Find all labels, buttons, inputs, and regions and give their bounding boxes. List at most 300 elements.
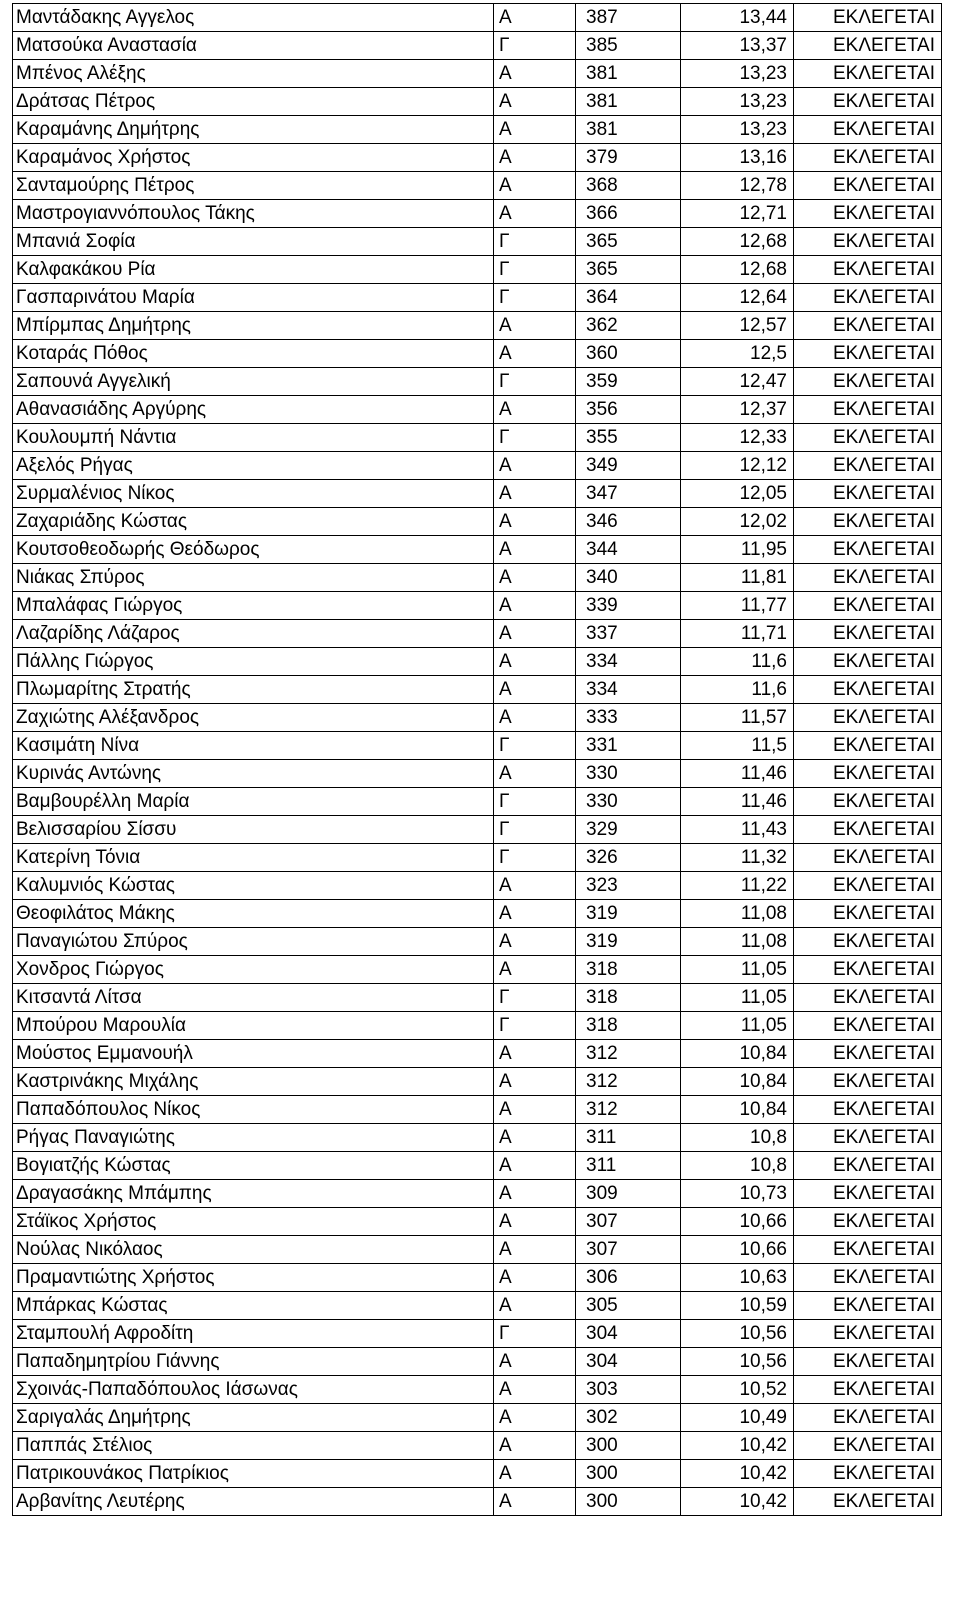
- votes-cell: 334: [576, 648, 681, 676]
- candidate-name-cell: Αθανασιάδης Αργύρης: [13, 396, 494, 424]
- table-row: [13, 88, 942, 116]
- votes-cell: 355: [576, 424, 681, 452]
- votes-cell: 385: [576, 32, 681, 60]
- status-cell: ΕΚΛΕΓΕΤΑΙ: [794, 312, 942, 340]
- status-cell: ΕΚΛΕΓΕΤΑΙ: [794, 704, 942, 732]
- votes-cell: 312: [576, 1068, 681, 1096]
- candidate-name-cell: Μαντάδακης Αγγελος: [13, 4, 494, 32]
- group-cell: Α: [494, 676, 576, 704]
- candidate-name-cell: Κυρινάς Αντώνης: [13, 760, 494, 788]
- votes-cell: 312: [576, 1040, 681, 1068]
- votes-cell: 368: [576, 172, 681, 200]
- candidate-name-cell: Κατερίνη Τόνια: [13, 844, 494, 872]
- votes-cell: 309: [576, 1180, 681, 1208]
- votes-cell: 333: [576, 704, 681, 732]
- percent-cell: 10,52: [681, 1376, 794, 1404]
- candidate-name-cell: Συρμαλένιος Νίκος: [13, 480, 494, 508]
- group-cell: Α: [494, 312, 576, 340]
- percent-cell: 11,71: [681, 620, 794, 648]
- table-row: [13, 676, 942, 704]
- candidate-name-cell: Μπούρου Μαρουλία: [13, 1012, 494, 1040]
- candidate-name-cell: Βαμβουρέλλη Μαρία: [13, 788, 494, 816]
- table-row: [13, 536, 942, 564]
- table-row: [13, 788, 942, 816]
- votes-cell: 300: [576, 1432, 681, 1460]
- candidate-name-cell: Καστρινάκης Μιχάλης: [13, 1068, 494, 1096]
- votes-cell: 349: [576, 452, 681, 480]
- votes-cell: 318: [576, 956, 681, 984]
- candidate-name-cell: Σανταμούρης Πέτρος: [13, 172, 494, 200]
- group-cell: Γ: [494, 228, 576, 256]
- votes-cell: 344: [576, 536, 681, 564]
- results-table-body: [13, 4, 942, 1516]
- candidate-name-cell: Παναγιώτου Σπύρος: [13, 928, 494, 956]
- percent-cell: 11,05: [681, 956, 794, 984]
- percent-cell: 12,57: [681, 312, 794, 340]
- table-row: [13, 144, 942, 172]
- table-row: [13, 312, 942, 340]
- votes-cell: 364: [576, 284, 681, 312]
- candidate-name-cell: Σαριγαλάς Δημήτρης: [13, 1404, 494, 1432]
- votes-cell: 334: [576, 676, 681, 704]
- status-cell: ΕΚΛΕΓΕΤΑΙ: [794, 760, 942, 788]
- status-cell: ΕΚΛΕΓΕΤΑΙ: [794, 1068, 942, 1096]
- percent-cell: 10,63: [681, 1264, 794, 1292]
- candidate-name-cell: Μπίρμπας Δημήτρης: [13, 312, 494, 340]
- votes-cell: 319: [576, 900, 681, 928]
- status-cell: ΕΚΛΕΓΕΤΑΙ: [794, 1432, 942, 1460]
- votes-cell: 304: [576, 1348, 681, 1376]
- group-cell: Γ: [494, 1012, 576, 1040]
- table-row: [13, 1152, 942, 1180]
- group-cell: Γ: [494, 816, 576, 844]
- percent-cell: 10,59: [681, 1292, 794, 1320]
- table-row: [13, 284, 942, 312]
- status-cell: ΕΚΛΕΓΕΤΑΙ: [794, 1208, 942, 1236]
- candidate-name-cell: Ρήγας Παναγιώτης: [13, 1124, 494, 1152]
- group-cell: Α: [494, 1348, 576, 1376]
- group-cell: Α: [494, 1236, 576, 1264]
- group-cell: Α: [494, 452, 576, 480]
- status-cell: ΕΚΛΕΓΕΤΑΙ: [794, 32, 942, 60]
- table-row: [13, 928, 942, 956]
- status-cell: ΕΚΛΕΓΕΤΑΙ: [794, 200, 942, 228]
- votes-cell: 381: [576, 60, 681, 88]
- candidate-name-cell: Ματσούκα Αναστασία: [13, 32, 494, 60]
- votes-cell: 387: [576, 4, 681, 32]
- percent-cell: 13,23: [681, 88, 794, 116]
- group-cell: Α: [494, 760, 576, 788]
- table-row: [13, 592, 942, 620]
- votes-cell: 307: [576, 1236, 681, 1264]
- candidate-name-cell: Ζαχιώτης Αλέξανδρος: [13, 704, 494, 732]
- table-row: [13, 900, 942, 928]
- candidate-name-cell: Σαπουνά Αγγελική: [13, 368, 494, 396]
- group-cell: Α: [494, 536, 576, 564]
- group-cell: Α: [494, 1040, 576, 1068]
- group-cell: Α: [494, 900, 576, 928]
- percent-cell: 12,68: [681, 228, 794, 256]
- status-cell: ΕΚΛΕΓΕΤΑΙ: [794, 284, 942, 312]
- candidate-name-cell: Μαστρογιαννόπουλος Τάκης: [13, 200, 494, 228]
- table-row: [13, 1460, 942, 1488]
- votes-cell: 366: [576, 200, 681, 228]
- status-cell: ΕΚΛΕΓΕΤΑΙ: [794, 228, 942, 256]
- percent-cell: 12,68: [681, 256, 794, 284]
- table-row: [13, 256, 942, 284]
- candidate-name-cell: Παπαδόπουλος Νίκος: [13, 1096, 494, 1124]
- candidate-name-cell: Αρβανίτης Λευτέρης: [13, 1488, 494, 1516]
- group-cell: Α: [494, 4, 576, 32]
- group-cell: Α: [494, 928, 576, 956]
- candidate-name-cell: Στάϊκος Χρήστος: [13, 1208, 494, 1236]
- candidate-name-cell: Παππάς Στέλιος: [13, 1432, 494, 1460]
- percent-cell: 12,71: [681, 200, 794, 228]
- group-cell: Α: [494, 116, 576, 144]
- status-cell: ΕΚΛΕΓΕΤΑΙ: [794, 1292, 942, 1320]
- status-cell: ΕΚΛΕΓΕΤΑΙ: [794, 676, 942, 704]
- status-cell: ΕΚΛΕΓΕΤΑΙ: [794, 1320, 942, 1348]
- group-cell: Α: [494, 1432, 576, 1460]
- group-cell: Α: [494, 172, 576, 200]
- votes-cell: 312: [576, 1096, 681, 1124]
- votes-cell: 340: [576, 564, 681, 592]
- votes-cell: 359: [576, 368, 681, 396]
- votes-cell: 381: [576, 88, 681, 116]
- candidate-name-cell: Πλωμαρίτης Στρατής: [13, 676, 494, 704]
- table-row: [13, 1320, 942, 1348]
- percent-cell: 11,6: [681, 648, 794, 676]
- percent-cell: 12,5: [681, 340, 794, 368]
- table-row: [13, 368, 942, 396]
- status-cell: ΕΚΛΕΓΕΤΑΙ: [794, 1096, 942, 1124]
- status-cell: ΕΚΛΕΓΕΤΑΙ: [794, 1460, 942, 1488]
- candidate-name-cell: Καραμάνος Χρήστος: [13, 144, 494, 172]
- candidate-name-cell: Μπένος Αλέξης: [13, 60, 494, 88]
- status-cell: ΕΚΛΕΓΕΤΑΙ: [794, 956, 942, 984]
- table-row: [13, 1348, 942, 1376]
- group-cell: Γ: [494, 844, 576, 872]
- table-row: [13, 956, 942, 984]
- table-row: [13, 1040, 942, 1068]
- percent-cell: 12,05: [681, 480, 794, 508]
- percent-cell: 11,08: [681, 928, 794, 956]
- candidate-name-cell: Κασιμάτη Νίνα: [13, 732, 494, 760]
- group-cell: Α: [494, 1152, 576, 1180]
- percent-cell: 10,84: [681, 1040, 794, 1068]
- table-row: [13, 60, 942, 88]
- table-row: [13, 1264, 942, 1292]
- status-cell: ΕΚΛΕΓΕΤΑΙ: [794, 116, 942, 144]
- group-cell: Α: [494, 340, 576, 368]
- table-row: [13, 816, 942, 844]
- status-cell: ΕΚΛΕΓΕΤΑΙ: [794, 340, 942, 368]
- status-cell: ΕΚΛΕΓΕΤΑΙ: [794, 256, 942, 284]
- group-cell: Α: [494, 396, 576, 424]
- status-cell: ΕΚΛΕΓΕΤΑΙ: [794, 984, 942, 1012]
- table-row: [13, 844, 942, 872]
- candidate-name-cell: Καλφακάκου Ρία: [13, 256, 494, 284]
- votes-cell: 318: [576, 1012, 681, 1040]
- votes-cell: 365: [576, 256, 681, 284]
- group-cell: Α: [494, 1124, 576, 1152]
- candidate-name-cell: Νούλας Νικόλαος: [13, 1236, 494, 1264]
- percent-cell: 10,66: [681, 1236, 794, 1264]
- percent-cell: 12,37: [681, 396, 794, 424]
- votes-cell: 326: [576, 844, 681, 872]
- candidate-name-cell: Κουλουμπή Νάντια: [13, 424, 494, 452]
- candidate-name-cell: Αξελός Ρήγας: [13, 452, 494, 480]
- status-cell: ΕΚΛΕΓΕΤΑΙ: [794, 732, 942, 760]
- percent-cell: 12,78: [681, 172, 794, 200]
- percent-cell: 10,8: [681, 1152, 794, 1180]
- percent-cell: 10,42: [681, 1460, 794, 1488]
- group-cell: Α: [494, 620, 576, 648]
- table-row: [13, 340, 942, 368]
- group-cell: Α: [494, 956, 576, 984]
- group-cell: Α: [494, 1180, 576, 1208]
- votes-cell: 300: [576, 1488, 681, 1516]
- table-row: [13, 872, 942, 900]
- percent-cell: 13,23: [681, 60, 794, 88]
- percent-cell: 10,73: [681, 1180, 794, 1208]
- group-cell: Α: [494, 1292, 576, 1320]
- candidate-name-cell: Πραμαντιώτης Χρήστος: [13, 1264, 494, 1292]
- votes-cell: 323: [576, 872, 681, 900]
- percent-cell: 13,37: [681, 32, 794, 60]
- table-row: [13, 564, 942, 592]
- table-row: [13, 760, 942, 788]
- candidate-name-cell: Θεοφιλάτος Μάκης: [13, 900, 494, 928]
- status-cell: ΕΚΛΕΓΕΤΑΙ: [794, 4, 942, 32]
- table-row: [13, 704, 942, 732]
- candidate-name-cell: Μπαλάφας Γιώργος: [13, 592, 494, 620]
- table-row: [13, 648, 942, 676]
- table-row: [13, 396, 942, 424]
- status-cell: ΕΚΛΕΓΕΤΑΙ: [794, 1488, 942, 1516]
- votes-cell: 311: [576, 1152, 681, 1180]
- status-cell: ΕΚΛΕΓΕΤΑΙ: [794, 928, 942, 956]
- votes-cell: 329: [576, 816, 681, 844]
- table-row: [13, 620, 942, 648]
- candidate-name-cell: Κοταράς Πόθος: [13, 340, 494, 368]
- candidate-name-cell: Κιτσαντά Λίτσα: [13, 984, 494, 1012]
- votes-cell: 360: [576, 340, 681, 368]
- percent-cell: 12,47: [681, 368, 794, 396]
- group-cell: Γ: [494, 1320, 576, 1348]
- group-cell: Γ: [494, 424, 576, 452]
- candidate-name-cell: Χονδρος Γιώργος: [13, 956, 494, 984]
- status-cell: ΕΚΛΕΓΕΤΑΙ: [794, 452, 942, 480]
- percent-cell: 13,44: [681, 4, 794, 32]
- group-cell: Α: [494, 1096, 576, 1124]
- status-cell: ΕΚΛΕΓΕΤΑΙ: [794, 60, 942, 88]
- table-row: [13, 1432, 942, 1460]
- votes-cell: 365: [576, 228, 681, 256]
- group-cell: Α: [494, 592, 576, 620]
- results-table: [12, 3, 942, 1516]
- candidate-name-cell: Βογιατζής Κώστας: [13, 1152, 494, 1180]
- status-cell: ΕΚΛΕΓΕΤΑΙ: [794, 844, 942, 872]
- percent-cell: 10,42: [681, 1432, 794, 1460]
- candidate-name-cell: Κουτσοθεοδωρής Θεόδωρος: [13, 536, 494, 564]
- status-cell: ΕΚΛΕΓΕΤΑΙ: [794, 172, 942, 200]
- percent-cell: 11,46: [681, 788, 794, 816]
- percent-cell: 10,66: [681, 1208, 794, 1236]
- percent-cell: 11,22: [681, 872, 794, 900]
- votes-cell: 356: [576, 396, 681, 424]
- votes-cell: 318: [576, 984, 681, 1012]
- percent-cell: 11,46: [681, 760, 794, 788]
- percent-cell: 11,57: [681, 704, 794, 732]
- status-cell: ΕΚΛΕΓΕΤΑΙ: [794, 620, 942, 648]
- votes-cell: 307: [576, 1208, 681, 1236]
- candidate-name-cell: Δραγασάκης Μπάμπης: [13, 1180, 494, 1208]
- group-cell: Α: [494, 508, 576, 536]
- votes-cell: 379: [576, 144, 681, 172]
- group-cell: Γ: [494, 984, 576, 1012]
- percent-cell: 11,32: [681, 844, 794, 872]
- percent-cell: 11,81: [681, 564, 794, 592]
- group-cell: Γ: [494, 788, 576, 816]
- status-cell: ΕΚΛΕΓΕΤΑΙ: [794, 788, 942, 816]
- status-cell: ΕΚΛΕΓΕΤΑΙ: [794, 648, 942, 676]
- candidate-name-cell: Μούστος Εμμανουήλ: [13, 1040, 494, 1068]
- group-cell: Α: [494, 1404, 576, 1432]
- status-cell: ΕΚΛΕΓΕΤΑΙ: [794, 592, 942, 620]
- group-cell: Α: [494, 200, 576, 228]
- candidate-name-cell: Παπαδημητρίου Γιάννης: [13, 1348, 494, 1376]
- table-row: [13, 508, 942, 536]
- status-cell: ΕΚΛΕΓΕΤΑΙ: [794, 1404, 942, 1432]
- group-cell: Γ: [494, 256, 576, 284]
- status-cell: ΕΚΛΕΓΕΤΑΙ: [794, 88, 942, 116]
- candidate-name-cell: Λαζαρίδης Λάζαρος: [13, 620, 494, 648]
- status-cell: ΕΚΛΕΓΕΤΑΙ: [794, 396, 942, 424]
- candidate-name-cell: Μπανιά Σοφία: [13, 228, 494, 256]
- table-row: [13, 200, 942, 228]
- votes-cell: 300: [576, 1460, 681, 1488]
- status-cell: ΕΚΛΕΓΕΤΑΙ: [794, 1012, 942, 1040]
- table-row: [13, 116, 942, 144]
- group-cell: Α: [494, 1488, 576, 1516]
- table-row: [13, 1096, 942, 1124]
- votes-cell: 330: [576, 788, 681, 816]
- candidate-name-cell: Δράτσας Πέτρος: [13, 88, 494, 116]
- status-cell: ΕΚΛΕΓΕΤΑΙ: [794, 144, 942, 172]
- table-row: [13, 452, 942, 480]
- percent-cell: 10,8: [681, 1124, 794, 1152]
- table-row: [13, 1180, 942, 1208]
- group-cell: Α: [494, 1208, 576, 1236]
- group-cell: Α: [494, 480, 576, 508]
- percent-cell: 10,49: [681, 1404, 794, 1432]
- table-row: [13, 1068, 942, 1096]
- percent-cell: 11,05: [681, 1012, 794, 1040]
- status-cell: ΕΚΛΕΓΕΤΑΙ: [794, 564, 942, 592]
- status-cell: ΕΚΛΕΓΕΤΑΙ: [794, 816, 942, 844]
- percent-cell: 12,64: [681, 284, 794, 312]
- group-cell: Α: [494, 1068, 576, 1096]
- table-row: [13, 1376, 942, 1404]
- percent-cell: 13,23: [681, 116, 794, 144]
- table-row: [13, 1236, 942, 1264]
- percent-cell: 10,42: [681, 1488, 794, 1516]
- group-cell: Α: [494, 144, 576, 172]
- status-cell: ΕΚΛΕΓΕΤΑΙ: [794, 424, 942, 452]
- group-cell: Α: [494, 704, 576, 732]
- table-row: [13, 1124, 942, 1152]
- candidate-name-cell: Νιάκας Σπύρος: [13, 564, 494, 592]
- percent-cell: 11,05: [681, 984, 794, 1012]
- candidate-name-cell: Πατρικουνάκος Πατρίκιος: [13, 1460, 494, 1488]
- percent-cell: 12,12: [681, 452, 794, 480]
- group-cell: Α: [494, 648, 576, 676]
- group-cell: Α: [494, 872, 576, 900]
- percent-cell: 10,84: [681, 1096, 794, 1124]
- table-row: [13, 172, 942, 200]
- status-cell: ΕΚΛΕΓΕΤΑΙ: [794, 1376, 942, 1404]
- votes-cell: 311: [576, 1124, 681, 1152]
- table-row: [13, 1292, 942, 1320]
- votes-cell: 330: [576, 760, 681, 788]
- group-cell: Α: [494, 60, 576, 88]
- group-cell: Γ: [494, 368, 576, 396]
- votes-cell: 304: [576, 1320, 681, 1348]
- percent-cell: 11,6: [681, 676, 794, 704]
- percent-cell: 11,95: [681, 536, 794, 564]
- votes-cell: 346: [576, 508, 681, 536]
- percent-cell: 12,02: [681, 508, 794, 536]
- candidate-name-cell: Πάλλης Γιώργος: [13, 648, 494, 676]
- percent-cell: 10,56: [681, 1348, 794, 1376]
- votes-cell: 381: [576, 116, 681, 144]
- status-cell: ΕΚΛΕΓΕΤΑΙ: [794, 508, 942, 536]
- candidate-name-cell: Ζαχαριάδης Κώστας: [13, 508, 494, 536]
- table-row: [13, 480, 942, 508]
- table-row: [13, 1208, 942, 1236]
- percent-cell: 10,84: [681, 1068, 794, 1096]
- votes-cell: 337: [576, 620, 681, 648]
- table-row: [13, 32, 942, 60]
- candidate-name-cell: Βελισσαρίου Σίσσυ: [13, 816, 494, 844]
- votes-cell: 305: [576, 1292, 681, 1320]
- candidate-name-cell: Μπάρκας Κώστας: [13, 1292, 494, 1320]
- table-row: [13, 424, 942, 452]
- status-cell: ΕΚΛΕΓΕΤΑΙ: [794, 1040, 942, 1068]
- table-row: [13, 984, 942, 1012]
- votes-cell: 303: [576, 1376, 681, 1404]
- group-cell: Α: [494, 1376, 576, 1404]
- group-cell: Α: [494, 1460, 576, 1488]
- votes-cell: 347: [576, 480, 681, 508]
- status-cell: ΕΚΛΕΓΕΤΑΙ: [794, 480, 942, 508]
- status-cell: ΕΚΛΕΓΕΤΑΙ: [794, 1348, 942, 1376]
- status-cell: ΕΚΛΕΓΕΤΑΙ: [794, 1236, 942, 1264]
- votes-cell: 362: [576, 312, 681, 340]
- status-cell: ΕΚΛΕΓΕΤΑΙ: [794, 1264, 942, 1292]
- status-cell: ΕΚΛΕΓΕΤΑΙ: [794, 536, 942, 564]
- percent-cell: 10,56: [681, 1320, 794, 1348]
- group-cell: Γ: [494, 32, 576, 60]
- votes-cell: 339: [576, 592, 681, 620]
- group-cell: Α: [494, 1264, 576, 1292]
- table-row: [13, 4, 942, 32]
- group-cell: Γ: [494, 732, 576, 760]
- group-cell: Α: [494, 88, 576, 116]
- group-cell: Α: [494, 564, 576, 592]
- percent-cell: 12,33: [681, 424, 794, 452]
